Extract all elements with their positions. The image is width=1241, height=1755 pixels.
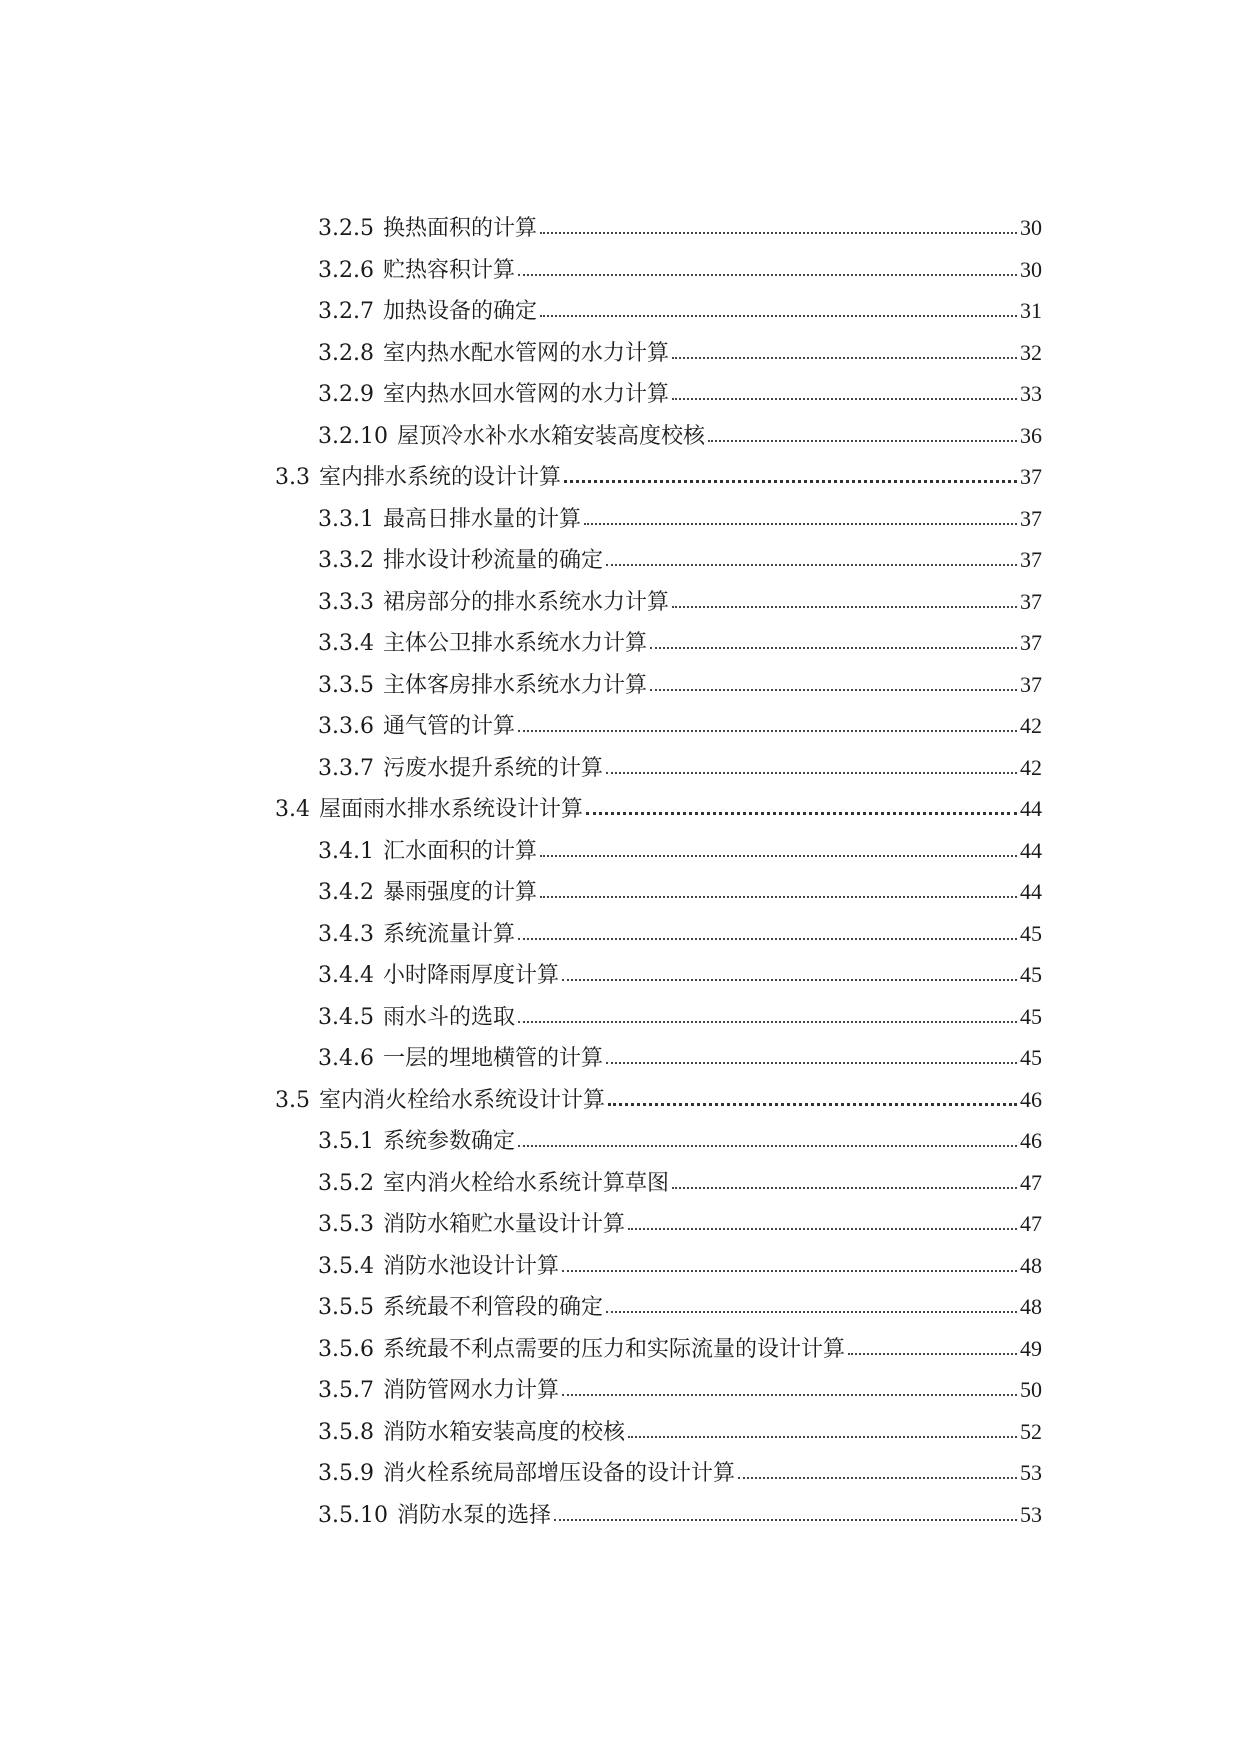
toc-dot-leader [606, 771, 1017, 774]
toc-dot-leader [628, 1227, 1017, 1230]
toc-dot-leader [518, 1144, 1017, 1147]
toc-entry-number: 3.3.5 [318, 672, 374, 698]
toc-page-number: 37 [1020, 671, 1042, 697]
toc-entry-title: 消火栓系统局部增压设备的设计计算 [382, 1461, 735, 1486]
toc-entry-number: 3.5.7 [318, 1378, 374, 1403]
toc-entry-title: 加热设备的确定 [382, 299, 537, 324]
toc-entry-title: 主体公卫排水系统水力计算 [382, 631, 647, 656]
toc-page-number: 53 [1020, 1460, 1042, 1485]
toc-dot-leader [518, 937, 1017, 940]
toc-entry-title: 贮热容积计算 [382, 257, 515, 283]
toc-subsection-entry[interactable] [318, 665, 1042, 705]
toc-dot-leader [586, 811, 1017, 815]
toc-dot-leader [540, 895, 1017, 898]
toc-subsection-entry[interactable] [318, 1495, 1042, 1535]
toc-entry-number: 3.3 [275, 465, 310, 490]
toc-dot-leader [584, 522, 1017, 525]
toc-entry-title: 室内热水回水管网的水力计算 [382, 382, 669, 407]
toc-page-number: 50 [1020, 1377, 1042, 1402]
toc-page-number: 45 [1020, 1045, 1042, 1070]
toc-entry-number: 3.2.5 [318, 216, 374, 241]
toc-page-number: 44 [1020, 837, 1042, 863]
toc-entry-title: 屋面雨水排水系统设计计算 [319, 797, 584, 822]
toc-entry-number: 3.4.3 [318, 921, 374, 947]
toc-entry-title: 裙房部分的排水系统水力计算 [382, 589, 669, 615]
toc-dot-leader [540, 231, 1017, 234]
toc-entry-title: 消防水箱贮水量设计计算 [382, 1212, 625, 1237]
toc-dot-leader [672, 356, 1017, 359]
toc-entry-title: 屋顶冷水补水水箱安装高度校核 [396, 423, 705, 449]
toc-entry-number: 3.3.7 [318, 755, 374, 781]
toc-subsection-entry[interactable] [318, 1370, 1042, 1410]
toc-subsection-entry[interactable] [318, 914, 1042, 954]
toc-subsection-entry[interactable] [318, 1204, 1042, 1244]
toc-entry-title: 系统流量计算 [382, 921, 515, 947]
toc-subsection-entry[interactable] [318, 706, 1042, 746]
toc-page-number: 30 [1020, 256, 1042, 282]
toc-subsection-entry[interactable] [318, 1163, 1042, 1203]
toc-subsection-entry[interactable] [318, 582, 1042, 622]
toc-page-number: 47 [1020, 1169, 1042, 1195]
toc-entry-number: 3.4 [275, 797, 310, 822]
toc-entry-number: 3.5.10 [318, 1502, 388, 1528]
toc-dot-leader [650, 646, 1017, 649]
toc-subsection-entry[interactable] [318, 208, 1042, 248]
toc-entry-title: 系统最不利点需要的压力和实际流量的设计计算 [382, 1336, 845, 1362]
toc-dot-leader [606, 563, 1017, 566]
toc-page-number: 42 [1020, 754, 1042, 780]
toc-entry-title: 系统参数确定 [382, 1129, 515, 1154]
toc-entry-number: 3.5.1 [318, 1129, 374, 1154]
toc-page-number: 53 [1020, 1501, 1042, 1527]
toc-entry-title: 一层的埋地横管的计算 [382, 1046, 603, 1071]
toc-dot-leader [554, 1518, 1017, 1521]
toc-dot-leader [848, 1352, 1017, 1355]
toc-entry-title: 室内热水配水管网的水力计算 [382, 340, 669, 366]
toc-subsection-entry[interactable] [318, 1246, 1042, 1286]
toc-entry-number: 3.4.1 [318, 838, 374, 864]
toc-subsection-entry[interactable] [318, 291, 1042, 331]
toc-entry-title: 暴雨强度的计算 [382, 880, 537, 905]
toc-dot-leader [518, 729, 1017, 732]
toc-page-number: 31 [1020, 298, 1042, 323]
toc-entry-title: 消防水箱安装高度的校核 [382, 1419, 625, 1445]
toc-entry-title: 室内消火栓给水系统计算草图 [382, 1170, 669, 1196]
toc-subsection-entry[interactable] [318, 1453, 1042, 1493]
toc-entry-title: 室内排水系统的设计计算 [319, 465, 562, 490]
toc-entry-title: 污废水提升系统的计算 [382, 755, 603, 781]
toc-subsection-entry[interactable] [318, 540, 1042, 580]
toc-page-number: 45 [1020, 1003, 1042, 1029]
toc-page-number: 37 [1020, 505, 1042, 531]
toc-entry-title: 消防水泵的选择 [396, 1502, 551, 1528]
toc-subsection-entry[interactable] [318, 623, 1042, 663]
toc-page-number: 49 [1020, 1335, 1042, 1361]
toc-subsection-entry[interactable] [318, 997, 1042, 1037]
toc-entry-number: 3.2.6 [318, 257, 374, 283]
toc-entry-title: 室内消火栓给水系统设计计算 [319, 1087, 606, 1113]
toc-page-number: 37 [1020, 547, 1042, 572]
toc-entry-number: 3.5.3 [318, 1212, 374, 1237]
toc-entry-title: 系统最不利管段的确定 [382, 1295, 603, 1320]
toc-dot-leader [672, 397, 1017, 400]
toc-entry-title: 消防水池设计计算 [382, 1253, 559, 1279]
toc-entry-title: 通气管的计算 [382, 714, 515, 739]
toc-page-number: 44 [1020, 879, 1042, 904]
toc-dot-leader [540, 314, 1017, 317]
toc-subsection-entry[interactable] [318, 831, 1042, 871]
toc-dot-leader [628, 1435, 1017, 1438]
toc-subsection-entry[interactable] [318, 872, 1042, 912]
toc-entry-number: 3.3.2 [318, 548, 374, 573]
toc-entry-number: 3.3.4 [318, 631, 374, 656]
toc-subsection-entry[interactable] [318, 748, 1042, 788]
toc-dot-leader [564, 479, 1017, 483]
toc-subsection-entry[interactable] [318, 1287, 1042, 1327]
toc-entry-number: 3.5.9 [318, 1461, 374, 1486]
toc-section-entry[interactable] [275, 789, 1042, 829]
toc-dot-leader [606, 1310, 1017, 1313]
toc-dot-leader [562, 978, 1017, 981]
toc-subsection-entry[interactable] [318, 333, 1042, 373]
toc-page-number: 52 [1020, 1418, 1042, 1444]
toc-dot-leader [738, 1476, 1017, 1479]
toc-subsection-entry[interactable] [318, 1329, 1042, 1369]
toc-subsection-entry[interactable] [318, 250, 1042, 290]
toc-entry-number: 3.5.8 [318, 1419, 374, 1445]
toc-dot-leader [708, 439, 1017, 442]
toc-entry-title: 消防管网水力计算 [382, 1378, 559, 1403]
toc-page-number: 47 [1020, 1211, 1042, 1236]
toc-page-number: 32 [1020, 339, 1042, 365]
toc-page-number: 37 [1020, 588, 1042, 614]
toc-dot-leader [518, 1020, 1017, 1023]
toc-dot-leader [518, 273, 1017, 276]
toc-entry-title: 小时降雨厚度计算 [382, 963, 559, 988]
toc-page-number: 37 [1020, 464, 1042, 489]
toc-section-entry[interactable] [275, 457, 1042, 497]
toc-subsection-entry[interactable] [318, 1412, 1042, 1452]
toc-entry-number: 3.5.4 [318, 1253, 374, 1279]
toc-dot-leader [650, 688, 1017, 691]
toc-entry-title: 汇水面积的计算 [382, 838, 537, 864]
toc-entry-number: 3.4.5 [318, 1004, 374, 1030]
toc-dot-leader [562, 1269, 1017, 1272]
toc-subsection-entry[interactable] [318, 1121, 1042, 1161]
toc-entry-number: 3.4.2 [318, 880, 374, 905]
toc-entry-number: 3.3.3 [318, 589, 374, 615]
toc-dot-leader [606, 1061, 1017, 1064]
toc-page-number: 46 [1020, 1086, 1042, 1112]
toc-page-number: 48 [1020, 1252, 1042, 1278]
toc-dot-leader [672, 1186, 1017, 1189]
toc-entry-number: 3.2.9 [318, 382, 374, 407]
toc-page-number: 36 [1020, 422, 1042, 448]
toc-entry-title: 雨水斗的选取 [382, 1004, 515, 1030]
toc-entry-title: 主体客房排水系统水力计算 [382, 672, 647, 698]
toc-page-number: 33 [1020, 381, 1042, 406]
toc-entry-number: 3.2.10 [318, 423, 388, 449]
toc-entry-number: 3.5.6 [318, 1336, 374, 1362]
toc-page-number: 45 [1020, 962, 1042, 987]
toc-entry-number: 3.3.6 [318, 714, 374, 739]
toc-subsection-entry[interactable] [318, 955, 1042, 995]
toc-entry-number: 3.3.1 [318, 506, 374, 532]
toc-page-number: 42 [1020, 713, 1042, 738]
toc-entry-number: 3.5 [275, 1087, 310, 1113]
toc-entry-title: 排水设计秒流量的确定 [382, 548, 603, 573]
toc-dot-leader [562, 1393, 1017, 1396]
toc-page-number: 48 [1020, 1294, 1042, 1319]
toc-entry-number: 3.4.4 [318, 963, 374, 988]
toc-entry-number: 3.2.8 [318, 340, 374, 366]
toc-entry-number: 3.2.7 [318, 299, 374, 324]
toc-subsection-entry[interactable] [318, 499, 1042, 539]
toc-entry-number: 3.4.6 [318, 1046, 374, 1071]
toc-entry-number: 3.5.2 [318, 1170, 374, 1196]
toc-page-number: 46 [1020, 1128, 1042, 1153]
toc-entry-number: 3.5.5 [318, 1295, 374, 1320]
toc-entry-title: 换热面积的计算 [382, 216, 537, 241]
toc-page-number: 30 [1020, 215, 1042, 240]
toc-subsection-entry[interactable] [318, 1038, 1042, 1078]
toc-page-number: 45 [1020, 920, 1042, 946]
toc-dot-leader [608, 1102, 1017, 1106]
toc-subsection-entry[interactable] [318, 416, 1042, 456]
toc-page-number: 44 [1020, 796, 1042, 821]
toc-page-number: 37 [1020, 630, 1042, 655]
toc-section-entry[interactable] [275, 1080, 1042, 1120]
toc-dot-leader [540, 854, 1017, 857]
toc-dot-leader [672, 605, 1017, 608]
toc-subsection-entry[interactable] [318, 374, 1042, 414]
toc-entry-title: 最高日排水量的计算 [382, 506, 581, 532]
